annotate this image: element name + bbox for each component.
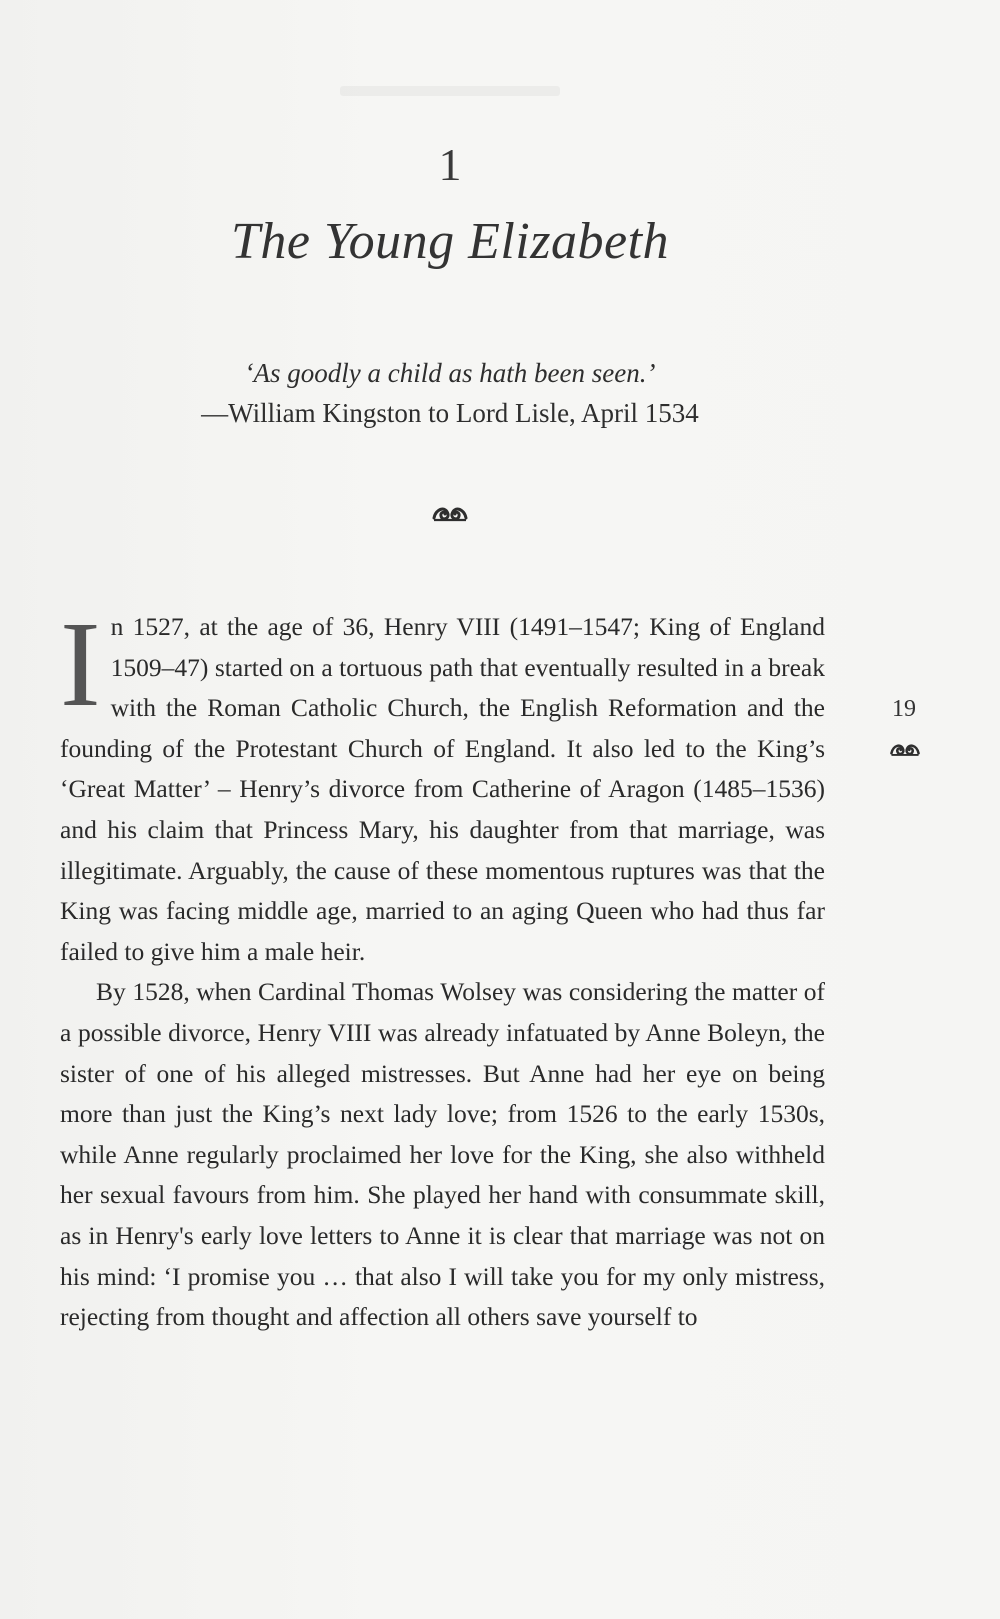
drop-cap: I bbox=[60, 597, 101, 732]
page-number: 19 bbox=[892, 696, 916, 722]
paragraph-1-text: n 1527, at the age of 36, Henry VIII (1491–1547; King of England 1509–47) started on a tortuous path that eventually resulted in a break with the Roman Catholic Church, the English Reformation and the founding of the Protestant Church of England. It also led to the King’s ‘Great Matter’ – Henry’s divorce from Catherine of Aragon (1485–1536) and his claim that Princess Mary, his daughter from that marriage, was illegitimate. Arguably, the cause of these momentous ruptures was that the King was facing middle age, married to an aging Queen who had thus far failed to give him a male heir. bbox=[60, 612, 825, 966]
paragraph-1 bbox=[60, 597, 825, 972]
chapter-number: 1 bbox=[438, 139, 462, 190]
epigraph-attribution: —William Kingston to Lord Lisle, April 1534 bbox=[201, 398, 699, 428]
epigraph bbox=[0, 353, 900, 433]
chapter-body bbox=[60, 597, 825, 1338]
chapter-title: The Young Elizabeth bbox=[230, 213, 670, 270]
floral-ornament-icon bbox=[0, 500, 900, 533]
bleed-through-header bbox=[340, 86, 560, 96]
side-ornament-icon bbox=[888, 738, 922, 760]
epigraph-quote: ‘As goodly a child as hath been seen.’ bbox=[244, 358, 656, 388]
paragraph-2: By 1528, when Cardinal Thomas Wolsey was considering the matter of a possible divorce, Henry VIII was already infatuated by Anne Boleyn, the sister of one of his alleged mistresses. But Anne had her eye on being more than just the King’s next lady love; from 1526 to the early 1530s, while Anne regularly proclaimed her love for the King, she also withheld her sexual favours from him. She played her hand with consummate skill, as in Henry's early love letters to Anne it is clear that marriage was not on his mind: ‘I promise you … that also I will take you for my only mistress, rejecting from thought and affection all others save yourself to bbox=[60, 977, 825, 1332]
